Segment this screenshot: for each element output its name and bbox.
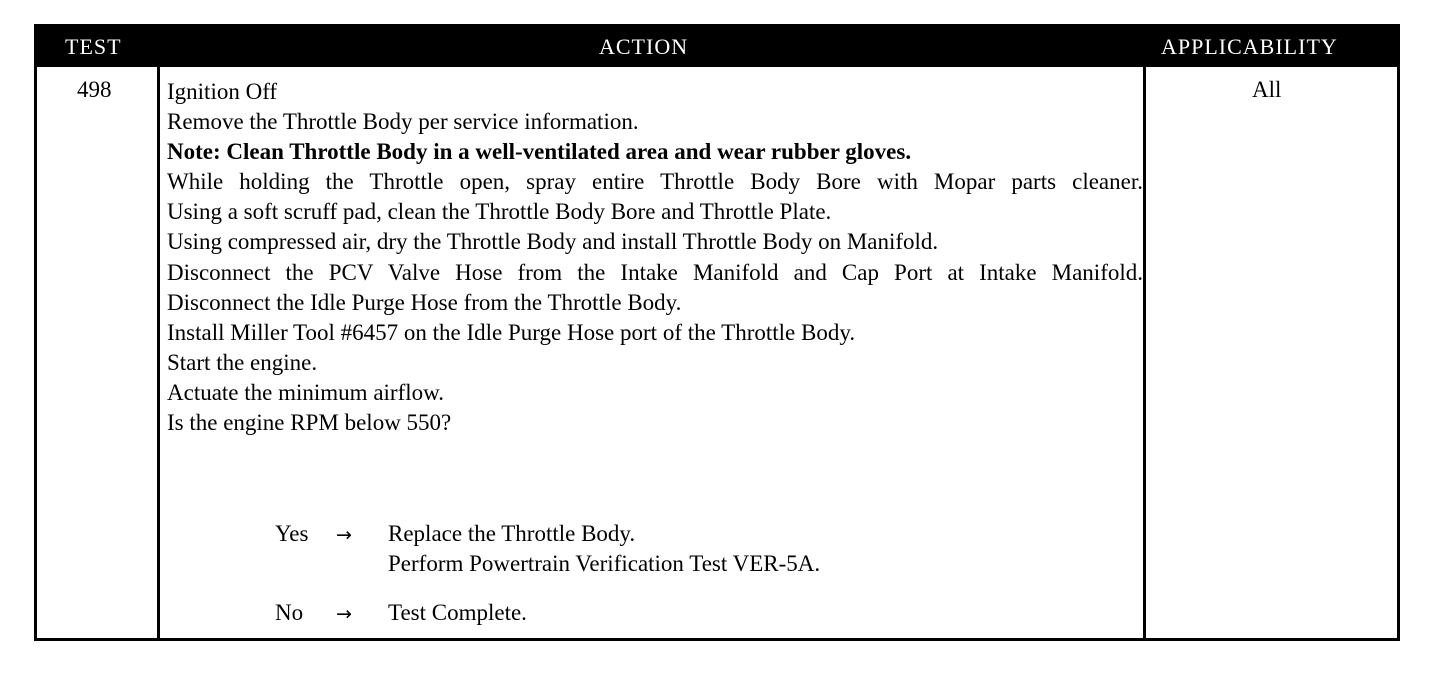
no-label: No (275, 600, 304, 625)
action-line: Ignition Off (167, 79, 278, 104)
column-divider-applicability (1143, 67, 1146, 638)
action-line: While holding the Throttle open, spray entire Throttle Body Bore with Mopar parts cleaner. (167, 169, 1143, 195)
action-line: Actuate the minimum airflow. (167, 379, 444, 405)
yes-result-2: Perform Powertrain Verification Test VER-5A. (388, 551, 821, 576)
action-note: Note: Clean Throttle Body in a well-ventilated area and wear rubber gloves. (167, 139, 912, 165)
action-question: Is the engine RPM below 550? (167, 410, 452, 436)
action-line: Start the engine. (167, 349, 318, 375)
diagnostic-table (34, 24, 1400, 641)
yes-result-1: Replace the Throttle Body. (388, 521, 636, 546)
no-result-1: Test Complete. (388, 600, 527, 625)
yes-label: Yes (275, 521, 309, 546)
action-line: Disconnect the Idle Purge Hose from the Throttle Body. (167, 289, 682, 315)
arrow-right-icon: → (336, 603, 352, 625)
header-action: ACTION (599, 34, 689, 59)
table-header (37, 27, 1397, 67)
action-line: Install Miller Tool #6457 on the Idle Purge Hose port of the Throttle Body. (167, 319, 856, 345)
action-line: Remove the Throttle Body per service information. (167, 109, 639, 135)
arrow-right-icon: → (336, 524, 352, 546)
header-applicability: APPLICABILITY (1161, 34, 1338, 59)
action-line: Using a soft scruff pad, clean the Throttle Body Bore and Throttle Plate. (167, 199, 832, 225)
column-divider-test (157, 67, 160, 638)
action-cell (167, 77, 1143, 438)
applicability-value: All (1252, 77, 1282, 102)
action-line: Using compressed air, dry the Throttle Body and install Throttle Body on Manifold. (167, 229, 939, 255)
header-test: TEST (65, 34, 122, 59)
test-number: 498 (77, 77, 112, 102)
action-line: Disconnect the PCV Valve Hose from the Intake Manifold and Cap Port at Intake Manifold. (167, 259, 1143, 285)
